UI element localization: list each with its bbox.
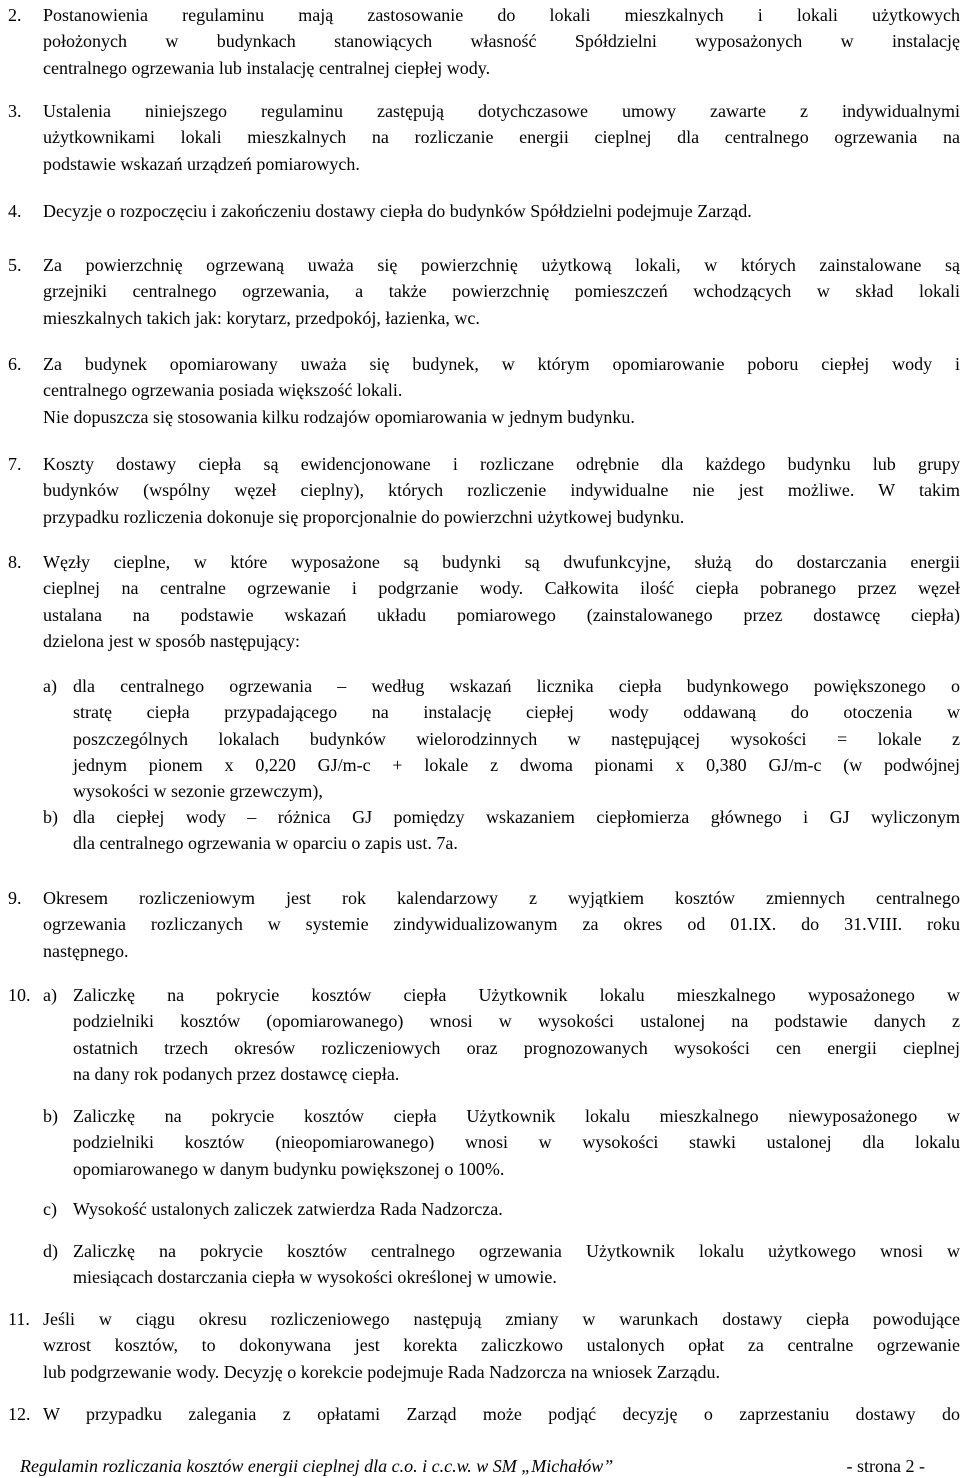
paragraph-text xyxy=(43,451,960,530)
paragraph-text xyxy=(43,2,960,81)
text-line: wzrost kosztów, to dokonywana jest korekta zaliczkowo ustalonych opłat za centralne ogrzewanie xyxy=(43,1335,960,1356)
text-line: cieplnej na centralne ogrzewanie i podgrzanie wody. Całkowita ilość ciepła pobranego przez węzeł xyxy=(43,578,960,599)
text-line: dla ciepłej wody – różnica GJ pomiędzy wskazaniem ciepłomierza głównego i GJ wyliczonym xyxy=(73,807,960,827)
paragraph-number: 7. xyxy=(8,454,22,474)
text-line: użytkownikami lokali mieszkalnych na rozliczanie energii cieplnej dla centralnego ogrzewania na xyxy=(43,127,960,148)
text-line: dzielona jest w sposób następujący: xyxy=(43,630,300,651)
text-line: Zaliczkę na pokrycie kosztów ciepła Użytkownik lokalu mieszkalnego wyposażonego w xyxy=(73,985,960,1005)
text-line: poszczególnych lokalach budynków wielorodzinnych w następującej wysokości = lokale z xyxy=(73,728,960,749)
text-line: Za powierzchnię ogrzewaną uważa się powierzchnię użytkową lokali, w których zainstalowane są xyxy=(43,255,960,275)
text-line: Postanowienia regulaminu mają zastosowanie do lokali mieszkalnych i lokali użytkowych xyxy=(43,5,960,25)
text-line: grzejniki centralnego ogrzewania, a także powierzchnię pomieszczeń wchodzących w skład lokali xyxy=(43,281,960,302)
text-line: ogrzewania rozliczanych w systemie zindywidualizowanym za okres od 01.IX. do 31.VIII. roku xyxy=(43,914,960,935)
text-line: ostatnich trzech okresów rozliczeniowych oraz prognozowanych wysokości cen energii cieplnej xyxy=(73,1037,960,1058)
text-line: przypadku rozliczenia dokonuje się proporcjonalnie do powierzchni użytkowej budynku. xyxy=(43,506,685,527)
text-line: centralnego ogrzewania posiada większość lokali. xyxy=(43,380,403,401)
text-line: budynków (wspólny węzeł cieplny), których rozliczenie indywidualne nie jest możliwe. W takim xyxy=(43,480,960,501)
text-line: położonych w budynkach stanowiących własność Spółdzielni wyposażonych w instalację xyxy=(43,31,960,52)
page-number: - strona 2 - xyxy=(846,1456,925,1476)
text-line: Decyzje o rozpoczęciu i zakończeniu dostawy ciepła do budynków Spółdzielni podejmuje Zarząd. xyxy=(43,201,752,221)
sub-item-text xyxy=(73,1196,960,1222)
paragraph-number: 3. xyxy=(8,101,22,121)
page-footer xyxy=(20,1455,925,1477)
sub-item-text xyxy=(73,804,960,857)
text-line: ustalana na podstawie wskazań układu pomiarowego (zainstalowanego przez dostawcę ciepła) xyxy=(43,604,960,625)
footer-title: Regulamin rozliczania kosztów energii cieplnej dla c.o. i c.c.w. w SM „Michałów” xyxy=(20,1456,614,1476)
text-line: Ustalenia niniejszego regulaminu zastępują dotychczasowe umowy zawarte z indywidualnymi xyxy=(43,101,960,121)
text-line: podstawie wskazań urządzeń pomiarowych. xyxy=(43,153,360,174)
text-line: dla centralnego ogrzewania – według wskazań licznika ciepła budynkowego powiększonego o xyxy=(73,676,960,696)
text-line: Za budynek opomiarowany uważa się budynek, w którym opomiarowanie poboru ciepłej wody i xyxy=(43,354,960,374)
text-line: W przypadku zalegania z opłatami Zarząd może podjąć decyzję o zaprzestaniu dostawy do xyxy=(43,1404,960,1424)
text-line: Zaliczkę na pokrycie kosztów ciepła Użytkownik lokalu mieszkalnego niewyposażonego w xyxy=(73,1106,960,1126)
text-line: Jeśli w ciągu okresu rozliczeniowego następują zmiany w warunkach dostawy ciepła powodujące xyxy=(43,1309,960,1329)
paragraph-number: 11. xyxy=(8,1309,30,1329)
text-line: na dany rok podanych przez dostawcę ciepła. xyxy=(73,1063,400,1084)
sub-item-label: b) xyxy=(43,1106,58,1126)
text-line: Zaliczkę na pokrycie kosztów centralnego ogrzewania Użytkownik lokalu użytkowego wnosi w xyxy=(73,1241,960,1261)
text-line: podzielniki kosztów (opomiarowanego) wnosi w wysokości ustalonej na podstawie danych z xyxy=(73,1011,960,1032)
text-line: Nie dopuszcza się stosowania kilku rodzajów opomiarowania w jednym budynku. xyxy=(43,406,635,427)
paragraph-number: 2. xyxy=(8,5,22,25)
sub-item-label: c) xyxy=(43,1199,57,1219)
text-line: podzielniki kosztów (nieopomiarowanego) wnosi w wysokości stawki ustalonej dla lokalu xyxy=(73,1132,960,1153)
text-line: mieszkalnych takich jak: korytarz, przedpokój, łazienka, wc. xyxy=(43,307,480,328)
paragraph-text xyxy=(43,1306,960,1385)
sub-item-text xyxy=(73,1238,960,1291)
text-line: opomiarowanego w danym budynku powiększonej o 100%. xyxy=(73,1158,505,1179)
paragraph-text xyxy=(43,98,960,177)
paragraph-text xyxy=(43,351,960,430)
sub-item-label: b) xyxy=(43,807,58,827)
text-line: Wysokość ustalonych zaliczek zatwierdza Rada Nadzorcza. xyxy=(73,1199,503,1219)
paragraph-text xyxy=(43,198,960,224)
text-line: jednym pionem x 0,220 GJ/m-c + lokale z dwoma pionami x 0,380 GJ/m-c (w podwójnej xyxy=(73,754,960,775)
sub-item-label: d) xyxy=(43,1241,58,1261)
sub-item-label: a) xyxy=(43,676,57,696)
text-line: stratę ciepła przypadającego na instalację ciepłej wody oddawaną do otoczenia w xyxy=(73,702,960,723)
paragraph-text xyxy=(43,1401,960,1427)
text-line: następnego. xyxy=(43,940,129,961)
sub-item-text xyxy=(73,1103,960,1182)
sub-item-label: a) xyxy=(43,985,57,1005)
paragraph-number: 6. xyxy=(8,354,22,374)
paragraph-number: 10. xyxy=(8,985,31,1005)
text-line: dla centralnego ogrzewania w oparciu o zapis ust. 7a. xyxy=(73,833,458,854)
text-line: miesiącach dostarczania ciepła w wysokości określonej w umowie. xyxy=(73,1267,557,1288)
paragraph-number: 5. xyxy=(8,255,22,275)
paragraph-number: 8. xyxy=(8,552,22,572)
paragraph-text xyxy=(43,885,960,964)
text-line: Koszty dostawy ciepła są ewidencjonowane i rozliczane odrębnie dla każdego budynku lub grupy xyxy=(43,454,960,474)
text-line: centralnego ogrzewania lub instalację centralnej ciepłej wody. xyxy=(43,57,491,78)
paragraph-number: 9. xyxy=(8,888,22,908)
text-line: Okresem rozliczeniowym jest rok kalendarzowy z wyjątkiem kosztów zmiennych centralnego xyxy=(43,888,960,908)
text-line: lub podgrzewanie wody. Decyzję o korekcie podejmuje Rada Nadzorcza na wniosek Zarządu. xyxy=(43,1361,721,1382)
paragraph-text xyxy=(43,252,960,331)
paragraph-number: 12. xyxy=(8,1404,31,1424)
text-line: Węzły cieplne, w które wyposażone są budynki są dwufunkcyjne, służą do dostarczania energii xyxy=(43,552,960,572)
paragraph-number: 4. xyxy=(8,201,22,221)
sub-item-text xyxy=(73,982,960,1087)
paragraph-text xyxy=(43,549,960,654)
sub-item-text xyxy=(73,673,960,804)
text-line: wysokości w sezonie grzewczym), xyxy=(73,781,323,802)
